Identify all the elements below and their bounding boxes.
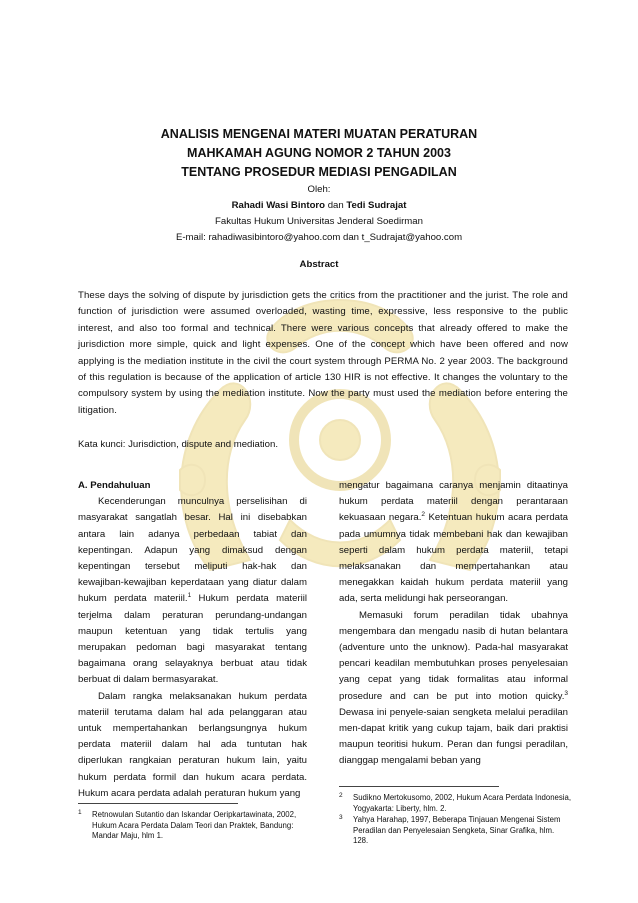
footnote-divider-left xyxy=(78,803,238,804)
footnote-ref-1: 1 xyxy=(187,592,192,600)
footnotes-left xyxy=(78,810,310,843)
abstract-heading: Abstract xyxy=(299,259,339,270)
footnotes-right xyxy=(339,793,571,848)
right-column xyxy=(339,478,568,770)
keywords: Kata kunci: Jurisdiction, dispute and mediation. xyxy=(78,439,278,450)
footnote-ref-2: 2 xyxy=(421,511,426,519)
title-line-3: TENTANG PROSEDUR MEDIASI PENGADILAN xyxy=(181,165,457,179)
left-column xyxy=(78,478,307,802)
footnote-ref-3: 3 xyxy=(564,689,568,697)
right-paragraph-2 xyxy=(339,608,568,770)
left-paragraph-2: Dalam rangka melaksanakan hukum perdata materiil terutama dalam hal ada pelanggaran atau untuk mempertahankan berlangsungnya hukum perdata materiil dalam hal ada tuntutan hak diperlukan rangkaian peraturan hukum lain, yaitu hukum perdata formil dan hukum acara perdata. Hukum acara perdata adalah peraturan hukum yang xyxy=(78,690,307,799)
footnote-2-text: Sudikno Mertokusomo, 2002, Hukum Acara Perdata Indonesia, Yogyakarta: Liberty, hlm. 2. xyxy=(353,793,572,813)
right-p2-text-b: Dewasa ini penyele-saian sengketa melalui peradilan men-dapat kritik yang cukup tajam, baik dari praktisi maupun teoritisi hukum. Peran dan fungsi peradilan, dianggap mengalami beban yang xyxy=(339,706,568,767)
footnote-1 xyxy=(78,810,310,842)
footnote-3 xyxy=(339,815,571,847)
author-names xyxy=(0,198,638,214)
right-p1-text-a: mengatur bagaimana caranya menjamin ditaatinya hukum perdata materiil dengan perantaraan kekuasaan negara. xyxy=(339,480,568,524)
right-p2-text-a: Memasuki forum peradilan tidak ubahnya mengembara dan mengadu nasib di hutan belantara (adventure unto the unknow). Pada-hal masyarakat pencari keadilan membutuhkan proses penyelesaian yang cepat yang tidak formalitas atau informal prosedure and can be put into motion quicky. xyxy=(339,609,568,702)
email-line: E-mail: rahadiwasibintoro@yahoo.com dan t_Sudrajat@yahoo.com xyxy=(175,232,463,243)
left-paragraph-1 xyxy=(78,494,307,688)
abstract-text: These days the solving of dispute by jurisdiction gets the critics from the practitioner and the jurist. The role and function of jurisdiction were assumed overloaded, wasting time, expressive, less responsive to the public interest, and also too formal and technical. There were various concepts that already offered to make the jurisdiction more simple, quick and light expenses. One of the concept which have been offered and now applying is the mediation institute in the civil the court system through PERMA No. 2 year 2003. The background of this regulation is because of the application of article 130 HIR is not effective. It changes the voluntary to the compulsory system by using the mediation institute. Now the party must used the mediation before entering the litigation. xyxy=(78,290,568,416)
right-paragraph-1 xyxy=(339,478,568,608)
oleh-label: Oleh: xyxy=(307,184,331,195)
left-p1-text-a: Kecenderungan munculnya perselisihan di masyarakat sangatlah besar. Hal ini disebabkan antara lain adanya perbedaan tabiat dan kepentingan. Adapun yang dimaksud dengan kepentingan tersebut meliputi hak-hak dan kewajiban-kewajiban keperdataan yang diatur dalam hukum perdata materiil. xyxy=(78,496,307,605)
affiliation: Fakultas Hukum Universitas Jenderal Soedirman xyxy=(215,216,423,227)
footnote-3-text: Yahya Harahap, 1997, Beberapa Tinjauan Mengenai Sistem Peradilan dan Penyelesaian Sengketa, Sinar Grafika, hlm. 128. xyxy=(353,815,561,846)
section-heading: A. Pendahuluan xyxy=(78,480,151,491)
paper-title xyxy=(0,125,638,182)
footnote-3-number: 3 xyxy=(339,814,343,822)
title-line-2: MAHKAMAH AGUNG NOMOR 2 TAHUN 2003 xyxy=(187,146,451,160)
author-conjunction: dan xyxy=(325,200,347,211)
title-line-1: ANALISIS MENGENAI MATERI MUATAN PERATURAN xyxy=(160,127,478,141)
footnote-divider-right xyxy=(339,786,499,787)
author-1: Rahadi Wasi Bintoro xyxy=(231,200,326,211)
author-block xyxy=(0,182,638,246)
footnote-1-number: 1 xyxy=(78,809,82,816)
footnote-2-number: 2 xyxy=(339,792,343,799)
footnote-2 xyxy=(339,793,571,814)
right-p1-text-b: Ketentuan hukum acara perdata pada umumnya tidak membebani hak dan kewajiban seperti dalam hukum perdata materiil, tetapi melaksanakan dan mempertahankan atau menegakkan kaidah hukum perdata materiil yang ada, serta melidungi hak perseorangan. xyxy=(339,512,568,605)
left-p1-text-b: Hukum perdata materiil terjelma dalam peraturan perundang-undangan maupun ketentuan yang tidak tertulis yang merupakan pedoman bagi masyarakat tentang bagaimana orang selayaknya berbuat atau tidak berbuat di dalam bermasyarakat. xyxy=(78,593,307,686)
author-2: Tedi Sudrajat xyxy=(346,200,407,211)
footnote-1-text: Retnowulan Sutantio dan Iskandar Oeripkartawinata, 2002, Hukum Acara Perdata Dalam Teori dan Praktek, Bandung: Mandar Maju, hlm 1. xyxy=(92,810,297,841)
